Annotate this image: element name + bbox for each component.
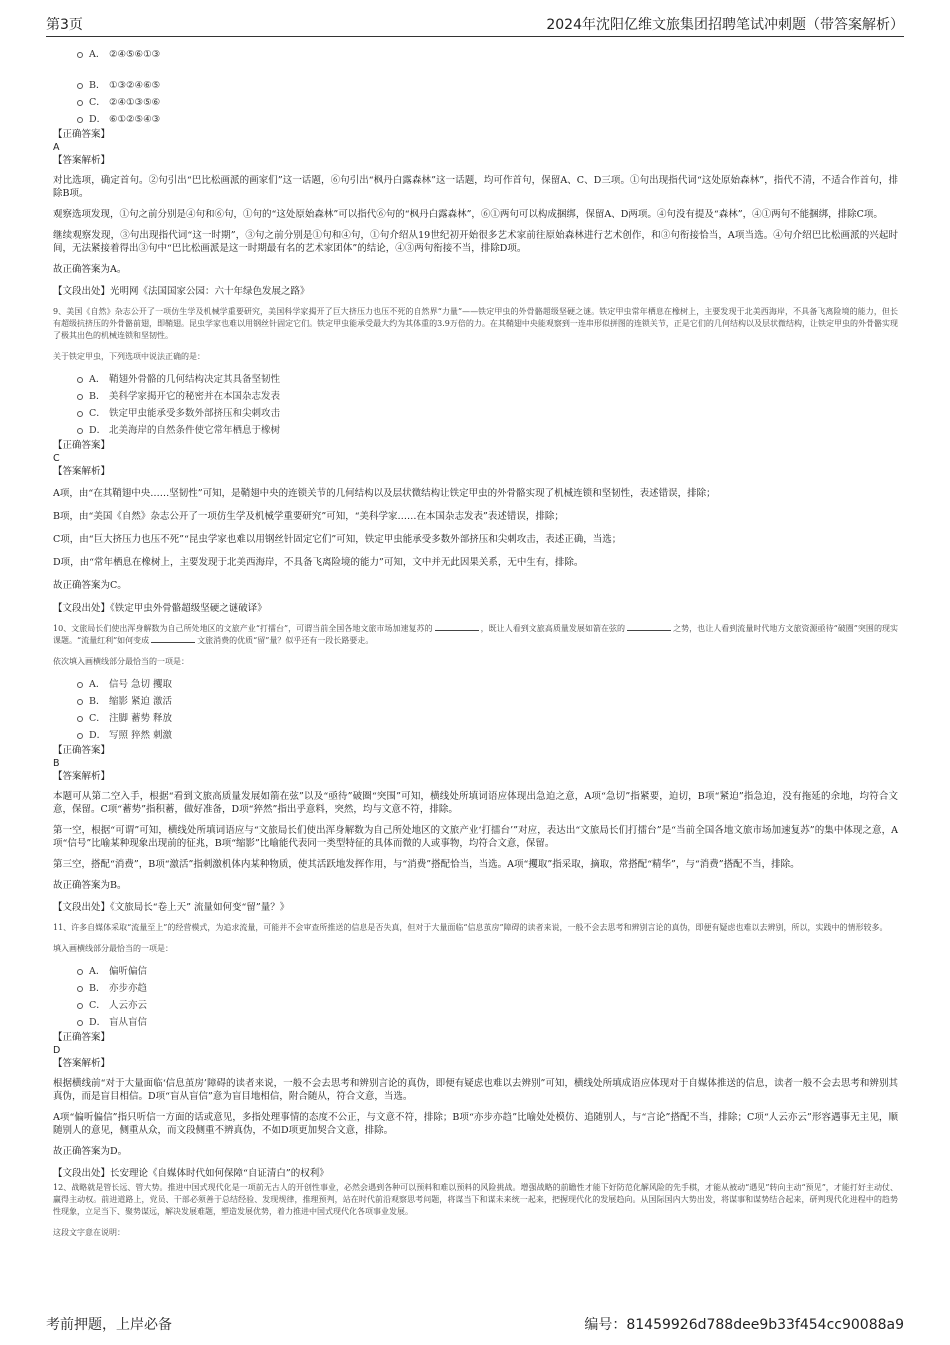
q11-analysis-2: A项“偏听偏信”指只听信一方面的话或意见，多指处理事情的态度不公正，与文意不符，排除；B项“亦步亦趋”比喻处处模仿、追随别人，与“言论”搭配不当，排除；C项“人云亦云”形容遇事无主见，顺随别人的意见，侧重从众，而文段侧重不辨真伪，不如D项更加契合文意，排除。 (53, 1112, 898, 1136)
q9-analysis-2: B项，由“美国《自然》杂志公开了一项仿生学及机械学重要研究”可知，“美科学家……在本国杂志发表”表述错误，排除； (53, 511, 564, 522)
q10-option-c[interactable]: C． 注脚 蓄势 释放 (77, 710, 898, 727)
q9-option-c[interactable]: C． 铁定甲虫能承受多数外部挤压和尖刺攻击 (77, 405, 898, 422)
radio-icon[interactable] (77, 682, 83, 688)
q8-analysis-1: 对比选项，确定首句。②句引出“巴比松画派的画家们”这一话题，⑥句引出“枫丹白露森林”这一话题，均可作首句，保留A、C、D三项。①句出现指代词“这处原始森林”，指代不清，不适合作首句，排除B项。 (53, 175, 898, 199)
page-header (46, 14, 904, 37)
q10-option-d[interactable]: D． 写照 猝然 刺激 (77, 727, 898, 744)
q11-analysis-3: 故正确答案为D。 (53, 1146, 128, 1157)
q11-answer: D (53, 1045, 61, 1056)
radio-icon[interactable] (77, 117, 83, 123)
radio-icon[interactable] (77, 377, 83, 383)
q8-option-d[interactable]: D． ⑥①②⑤④③ (77, 111, 898, 128)
q8-option-a[interactable]: A． ②④⑤⑥①③ (77, 46, 898, 63)
q9-option-d[interactable]: D． 北美海岸的自然条件使它常年栖息于橡树 (77, 422, 898, 439)
radio-icon[interactable] (77, 733, 83, 739)
radio-icon[interactable] (77, 716, 83, 722)
q8-answer-tag: 【正确答案】 (53, 129, 111, 140)
q11-options (77, 963, 898, 1031)
radio-icon[interactable] (77, 83, 83, 89)
radio-icon[interactable] (77, 411, 83, 417)
q11-analysis-1: 根据横线前“对于大量面临‘信息茧房’障碍的读者来说，一般不会去思考和辨别言论的真伪，即便有疑虑也难以去辨别”可知，横线处所填成语应体现对于自媒体推送的信息，读者一般不会去思考和辨别其真伪，而是盲目相信。D项“盲从盲信”意为盲目地相信，附合随从，符合文意，当选。 (53, 1078, 898, 1102)
q9-answer-tag: 【正确答案】 (53, 440, 111, 451)
radio-icon[interactable] (77, 52, 83, 58)
q11-analysis-tag: 【答案解析】 (53, 1058, 111, 1069)
blank-3 (151, 635, 195, 643)
radio-icon[interactable] (77, 100, 83, 106)
q10-analysis-tag: 【答案解析】 (53, 771, 111, 782)
q8-source: 【文段出处】光明网《法国国家公园：六十年绿色发展之路》 (53, 286, 310, 297)
q10-analysis-4: 故正确答案为B。 (53, 880, 127, 891)
q8-option-b[interactable]: B． ①③②④⑥⑤ (77, 77, 898, 94)
q10-prompt: 依次填入画横线部分最恰当的一项是： (53, 657, 189, 666)
q9-analysis-4: D项，由“常年栖息在橡树上，主要发现于北美西海岸，不具备飞离险境的能力”可知，文中并无此因果关系，无中生有，排除。 (53, 557, 584, 568)
radio-icon[interactable] (77, 394, 83, 400)
q8-analysis-tag: 【答案解析】 (53, 155, 111, 166)
q11-option-d[interactable]: D． 盲从盲信 (77, 1014, 898, 1031)
q8-analysis-3: 继续观察发现，③句出现指代词“这一时期”，③句之前分别是①句和④句，①句介绍从19世纪初开始很多艺术家前往原始森林进行艺术创作，和③句衔接恰当，A项当选。④句介绍巴比松画派的兴起时间，无法紧接着得出③句中“巴比松画派是这一时期最有名的艺术家团体”的结论，④③两句衔接不当，排除D项。 (53, 230, 898, 254)
q9-analysis-tag: 【答案解析】 (53, 466, 111, 477)
radio-icon[interactable] (77, 986, 83, 992)
q10-option-b[interactable]: B． 缩影 紧迫 激活 (77, 693, 898, 710)
q10-option-a[interactable]: A． 信号 急切 攫取 (77, 676, 898, 693)
q11-prompt: 填入画横线部分最恰当的一项是： (53, 944, 173, 953)
q9-stem: 9、美国《自然》杂志公开了一项仿生学及机械学重要研究，美国科学家揭开了巨大挤压力也压不死的自然界“力量”——铁定甲虫的外骨骼超级坚硬之谜。铁定甲虫常年栖息在橡树上，主要发现于北美西海岸，不具备飞离险境的能力，但长有超级抗挤压的外骨骼前翅，即鞘翅。昆虫学家也难以用钢丝针固定它们。铁定甲虫能承受最大约为其体重的3.9万倍的力。在其鞘翅中央能观察到一连串形似拼图的连锁关节，正是它们的几何结构以及层状微结构，让铁定甲虫的外骨骼实现了极其出色的机械连锁和坚韧性。 (53, 307, 898, 340)
q11-option-c[interactable]: C． 人云亦云 (77, 997, 898, 1014)
q11-option-b[interactable]: B． 亦步亦趋 (77, 980, 898, 997)
page-number: 第3页 (46, 17, 83, 33)
q8-option-c[interactable]: C． ②④①③⑤⑥ (77, 94, 898, 111)
q9-prompt: 关于铁定甲虫，下列选项中说法正确的是： (53, 352, 205, 361)
footer-slogan: 考前押题，上岸必备 (46, 1317, 172, 1333)
q10-options (77, 676, 898, 744)
q9-analysis-3: C项，由“巨大挤压力也压不死”“昆虫学家也难以用钢丝针固定它们”可知，铁定甲虫能承受多数外部挤压和尖刺攻击，表述正确，当选； (53, 534, 622, 545)
q9-source: 【文段出处】《铁定甲虫外骨骼超级坚硬之谜破译》 (53, 603, 267, 614)
radio-icon[interactable] (77, 1003, 83, 1009)
q11-stem: 11、许多自媒体采取“流量至上”的经营模式，为追求流量，可能并不会审查所推送的信息是否失真，但对于大量面临“信息茧房”障碍的读者来说，一般不会去思考和辨别言论的真伪，即便有疑虑也难以去辨别，所以，实践中的情形较多。 (53, 923, 888, 932)
q11-source: 【文段出处】长安理论《自媒体时代如何保障“自证清白”的权利》 (53, 1168, 329, 1179)
radio-icon[interactable] (77, 969, 83, 975)
q9-answer: C (53, 453, 60, 464)
q10-analysis-2: 第一空，根据“可谓”可知，横线处所填词语应与“文旅局长们使出浑身解数为自己所处地区的文旅产业‘打擂台’”对应，表达出“文旅局长们打擂台”是“当前全国各地文旅市场加速复苏”的集中体现之意，A项“信号”比喻某种现象出现前的征兆，B项“缩影”比喻能代表同一类型特征的具体而微的人或事物，均符合文意，保留。 (53, 825, 898, 849)
q9-option-b[interactable]: B． 美科学家揭开它的秘密并在本国杂志发表 (77, 388, 898, 405)
q9-analysis-1: A项，由“在其鞘翅中央……坚韧性”可知，是鞘翅中央的连锁关节的几何结构以及层状微结构让铁定甲虫的外骨骼实现了机械连锁和坚韧性，表述错误，排除； (53, 488, 716, 499)
document-id: 编号：81459926d788dee9b33f454cc90088a9 (584, 1317, 904, 1333)
blank-1 (435, 623, 479, 631)
q9-options (77, 371, 898, 439)
q9-option-a[interactable]: A． 鞘翅外骨骼的几何结构决定其具备坚韧性 (77, 371, 898, 388)
q11-answer-tag: 【正确答案】 (53, 1032, 111, 1043)
radio-icon[interactable] (77, 428, 83, 434)
q10-answer-tag: 【正确答案】 (53, 745, 111, 756)
radio-icon[interactable] (77, 699, 83, 705)
q10-answer: B (53, 758, 60, 769)
blank-2 (627, 623, 671, 631)
q12-stem: 12、战略就是管长远、管大势。推进中国式现代化是一项前无古人的开创性事业，必然会遇到各种可以预料和难以预料的风险挑战。增强战略的前瞻性才能下好防范化解风险的先手棋，才能从被动“遇见”转向主动“预见”，才能打好主动仗、赢得主动权。前进道路上，党员、干部必须善于总结经验、发现规律，推理预判，站在时代前沿观察思考问题，将谋当下和谋未来统一起来，把握现代化的发展趋向。从国际国内大势出发，将谋事和谋势结合起来，研判现代化进程中的趋势性现象，立足当下、聚势谋远，解决发展难题，塑造发展优势，着力推进中国式现代化各项事业发展。 (53, 1183, 898, 1216)
q10-source: 【文段出处】《文旅局长“卷上天” 流量如何变“留”量？》 (53, 902, 290, 913)
q8-analysis-4: 故正确答案为A。 (53, 264, 127, 275)
q10-analysis-1: 本题可从第二空入手，根据“看到文旅高质量发展如箭在弦”以及“亟待”破圈“突围”可知，横线处所填词语应体现出急迫之意，A项“急切”指紧要，迫切，B项“紧迫”指急迫，没有拖延的余地，均符合文意，保留。C项“蓄势”指积蓄，做好准备，D项“猝然”指出乎意料，突然，均与文意不符，排除。 (53, 791, 898, 815)
page-content (53, 40, 898, 1239)
document-title: 2024年沈阳亿维文旅集团招聘笔试冲刺题（带答案解析） (546, 17, 904, 33)
page-footer (46, 1314, 904, 1336)
q11-option-a[interactable]: A． 偏听偏信 (77, 963, 898, 980)
q8-analysis-2: 观察选项发现，①句之前分别是④句和⑥句，①句的“这处原始森林”可以指代⑥句的“枫丹白露森林”，⑥①两句可以构成捆绑，保留A、D两项。④句没有提及“森林”，④①两句不能捆绑，排除C项。 (53, 209, 883, 220)
q8-answer: A (53, 142, 60, 153)
radio-icon[interactable] (77, 1020, 83, 1026)
q8-options (77, 46, 898, 128)
q9-analysis-5: 故正确答案为C。 (53, 580, 127, 591)
q10-analysis-3: 第三空，搭配“消费”，B项“激活”指刺激机体内某种物质，使其活跃地发挥作用，与“消费”搭配恰当，当选。A项“攫取”指采取，摘取，常搭配“精华”，与“消费”搭配不当，排除。 (53, 859, 800, 870)
q10-stem: 10、文旅局长们使出浑身解数为自己所处地区的文旅产业“打擂台”，可谓当前全国各地文旅市场加速复苏的 ，既让人看到文旅高质量发展如箭在弦的 之势，也让人看到流量时代地方文旅资源亟待“破圈”突围的现实课题。“流量红利”如何变成 文旅消费的优质“留”量？似乎还有一段长路要走。 (53, 624, 898, 645)
q12-prompt: 这段文字意在说明： (53, 1228, 125, 1237)
